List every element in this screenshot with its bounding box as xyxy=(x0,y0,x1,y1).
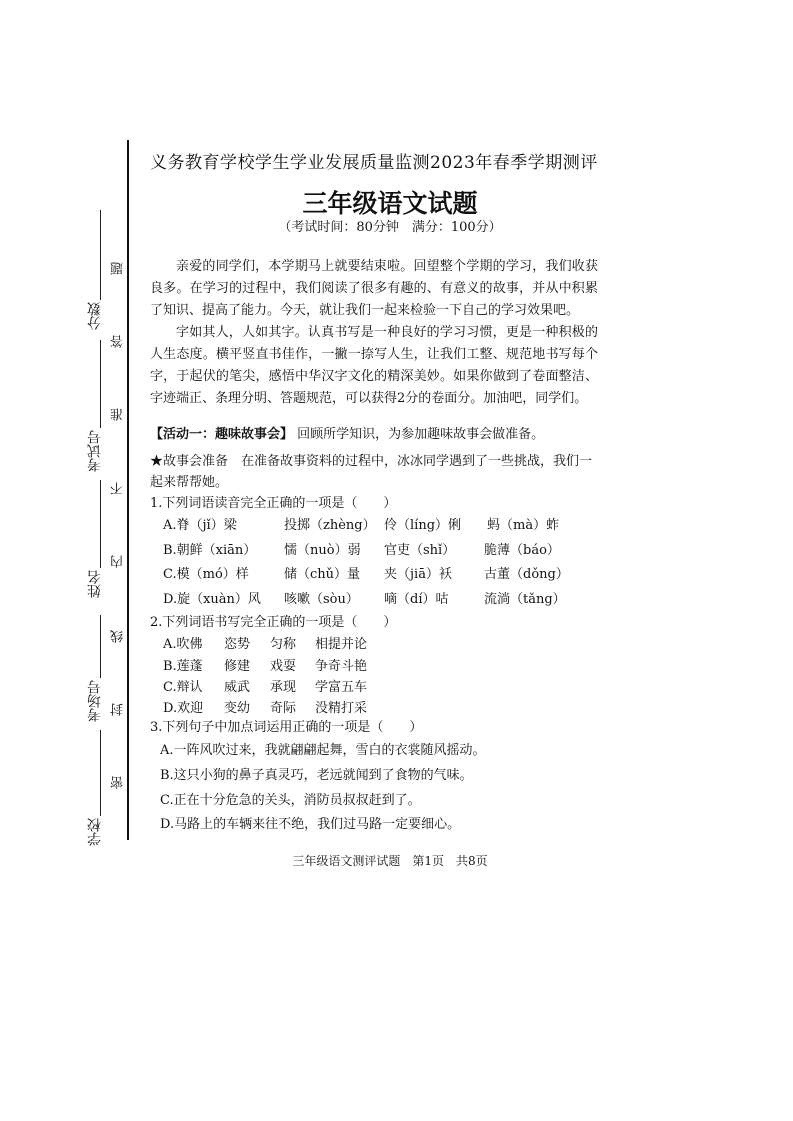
q1-option: 伶（líng）俐 xyxy=(384,518,462,533)
seal-char: 内 xyxy=(111,555,126,568)
intro-paragraph-2: 字如其人，人如其字。认真书写是一种良好的学习习惯，更是一种积极的人生态度。横平竖直书佳作，一撇一捺写人生，让我们工整、规范地书写每个字，于起伏的笔尖，感悟中华汉字文化的精深美妙。如果你做到了卷面整洁、字迹端正、条理分明、答题规范，可以获得2分的卷面分。加油吧，同学们。 xyxy=(150,325,598,406)
exam-series-title: 义务教育学校学生学业发展质量监测2023年春季学期测评 xyxy=(150,153,598,173)
q1-option: 咳嗽（sòu） xyxy=(284,592,359,607)
q1-option: 夹（jiā）袄 xyxy=(384,567,452,582)
q3-option: A.一阵风吹过来，我就翩翩起舞，雪白的衣裳随风摇动。 xyxy=(160,743,486,758)
q3-stem: 3.下列句子中加点词运用正确的一项是（ ） xyxy=(150,720,423,735)
q1-option: 官吏（shǐ） xyxy=(384,543,456,558)
q1-option: 蚂（mà）蚱 xyxy=(487,518,560,533)
q2-stem: 2.下列词语书写完全正确的一项是（ ） xyxy=(150,615,397,630)
q1-option: 古董（dǒng） xyxy=(484,567,569,582)
q2-option: B.莲蓬 xyxy=(163,659,203,674)
label-score: 分数 xyxy=(87,302,103,330)
label-school: 学校 xyxy=(87,818,103,846)
q1-option: 懦（nuò）弱 xyxy=(284,543,361,558)
label-room-no: 考场号 xyxy=(87,680,103,722)
q2-option: 争奇斗艳 xyxy=(315,659,368,674)
q2-option: D.欢迎 xyxy=(163,701,204,716)
activity-desc: 回顾所学知识，为参加趣味故事会做准备。 xyxy=(297,427,545,442)
q2-option: A.吹佛 xyxy=(163,637,203,652)
q2-option: 奇际 xyxy=(270,701,297,716)
q2-option: 戏耍 xyxy=(270,659,297,674)
exam-no-fill-line xyxy=(100,340,101,428)
q1-stem: 1.下列词语读音完全正确的一项是（ ） xyxy=(150,496,397,511)
q2-option: 没精打采 xyxy=(315,701,368,716)
exam-title: 三年级语文试题 xyxy=(302,189,478,218)
q3-option: B.这只小狗的鼻子真灵巧，老远就闻到了食物的气味。 xyxy=(160,768,473,783)
exam-info: （考试时间：80分钟 满分：100分） xyxy=(278,220,502,235)
seal-char: 题 xyxy=(111,262,126,275)
prep-line-1: ★故事会准备 在准备故事资料的过程中，冰冰同学遇到了一些挑战，我们一 xyxy=(150,454,593,469)
q1-option: A.脊（jǐ）梁 xyxy=(163,518,237,533)
seal-char: 线 xyxy=(111,630,126,643)
q2-option: 变幼 xyxy=(224,701,251,716)
seal-char: 密 xyxy=(111,776,126,789)
page-footer: 三年级语文测评试题 第1页 共8页 xyxy=(292,854,488,868)
q1-option: D.旋（xuàn）风 xyxy=(163,592,261,607)
q2-option: 相提并论 xyxy=(315,637,368,652)
q2-option: 修建 xyxy=(224,659,251,674)
q1-option: 投掷（zhèng） xyxy=(284,518,376,533)
q3-option: C.正在十分危急的关头，消防员叔叔赶到了。 xyxy=(160,793,421,808)
q1-option: 嘀（dí）咕 xyxy=(384,592,449,607)
q1-option: 流淌（tǎng） xyxy=(484,592,566,607)
q2-option: 承现 xyxy=(270,680,297,695)
room-no-fill-line xyxy=(100,615,101,678)
q1-option: B.朝鲜（xiān） xyxy=(163,543,257,558)
binding-line xyxy=(127,140,129,840)
q1-option: 脆薄（báo） xyxy=(484,543,560,558)
activity-title: 【活动一：趣味故事会】 xyxy=(150,427,294,442)
seal-char: 封 xyxy=(111,703,126,716)
label-exam-no: 考试号 xyxy=(87,430,103,472)
name-fill-line xyxy=(100,480,101,568)
q1-option: C.模（mó）样 xyxy=(163,567,249,582)
q3-option: D.马路上的车辆来往不绝，我们过马路一定要细心。 xyxy=(160,817,461,832)
intro-paragraph-1: 亲爱的同学们，本学期马上就要结束啦。回望整个学期的学习，我们收获良多。在学习的过程中，我们阅读了很多有趣的、有意义的故事，并从中积累了知识、提高了能力。今天，就让我们一起来检验一下自己的学习效果吧。 xyxy=(150,259,598,318)
q2-option: 恣势 xyxy=(224,637,251,652)
activity-heading xyxy=(150,423,544,442)
seal-char: 不 xyxy=(111,482,126,495)
seal-char: 准 xyxy=(111,408,126,421)
q2-option: 威武 xyxy=(224,680,251,695)
q2-option: 匀称 xyxy=(270,637,297,652)
school-fill-line xyxy=(100,730,101,816)
prep-line-2: 起来帮帮她。 xyxy=(150,475,229,490)
score-fill-line xyxy=(100,210,101,300)
label-name: 姓名 xyxy=(87,570,103,598)
q2-option: 学富五车 xyxy=(315,680,368,695)
q1-option: 储（chǔ）量 xyxy=(284,567,361,582)
q2-option: C.辩认 xyxy=(163,680,203,695)
seal-char: 答 xyxy=(111,335,126,348)
